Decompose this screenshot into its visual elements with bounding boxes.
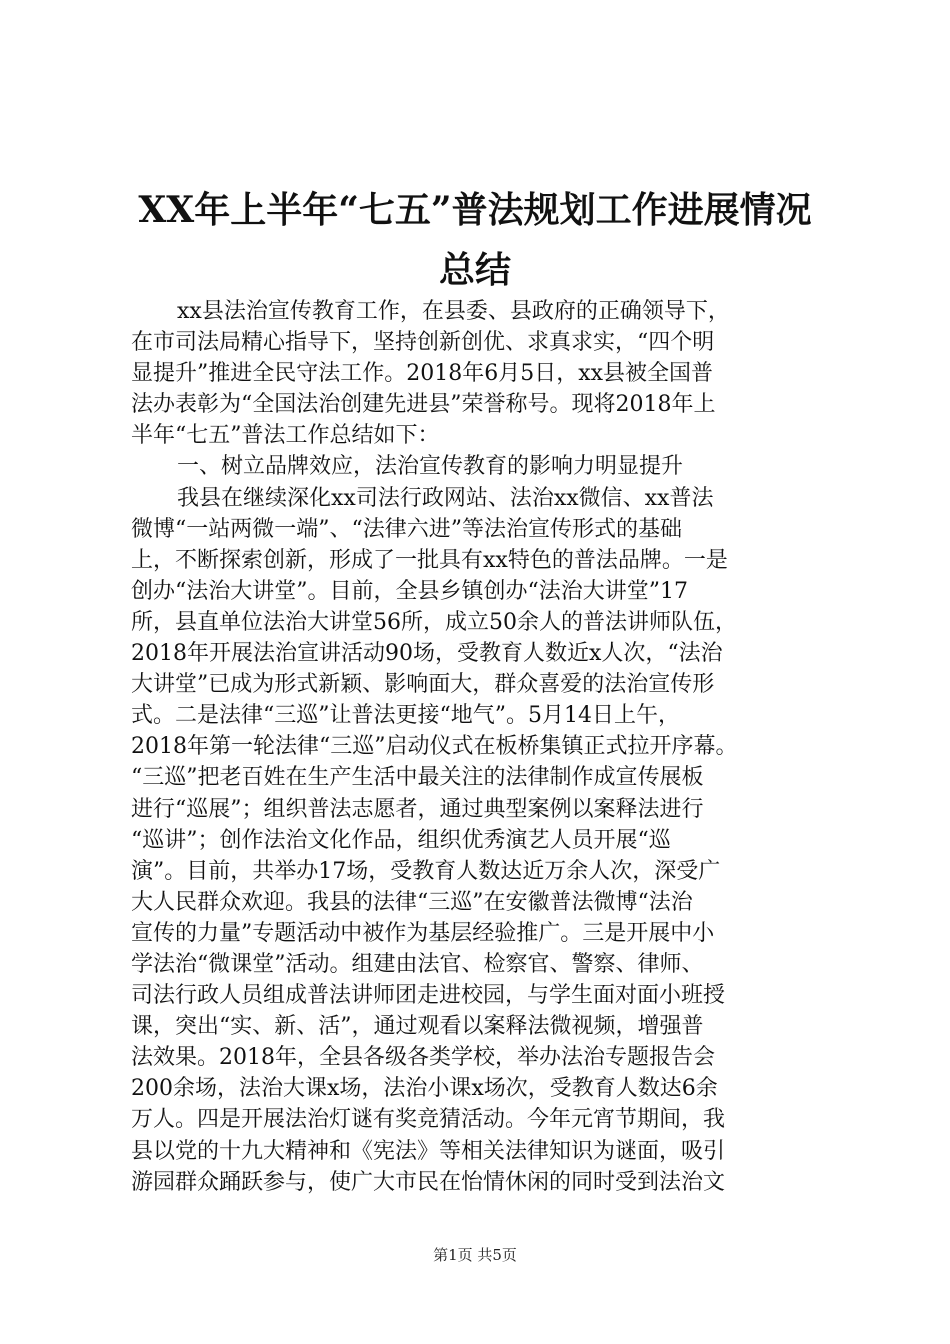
body-line: 式。二是法律“三巡”让普法更接“地气”。5月14日上午， (131, 703, 680, 729)
body-line: 学法治“微课堂”活动。组建由法官、检察官、警察、律师、 (131, 951, 704, 977)
body-line: 法办表彰为“全国法治创建先进县”荣誉称号。现将2018年上 (131, 392, 716, 418)
body-line: 半年“七五”普法工作总结如下： (131, 423, 440, 449)
body-line: 创办“法治大讲堂”。目前，全县乡镇创办“法治大讲堂”17 (131, 578, 688, 604)
body-line: 课，突出“实、新、活”，通过观看以案释法微视频，增强普 (131, 1014, 704, 1040)
body-line: “巡讲”；创作法治文化作品，组织优秀演艺人员开展“巡 (131, 827, 671, 853)
body-line: 万人。四是开展法治灯谜有奖竞猜活动。今年元宵节期间，我 (131, 1107, 726, 1133)
body-line: xx县法治宣传教育工作，在县委、县政府的正确领导下， (177, 299, 730, 324)
body-line: 我县在继续深化xx司法行政网站、法治xx微信、xx普法 (177, 485, 714, 511)
body-line: 所，县直单位法治大讲堂56所，成立50余人的普法讲师队伍， (131, 609, 737, 635)
body-line: 宣传的力量”专题活动中被作为基层经验推广。三是开展中小 (131, 920, 715, 946)
body-line: 显提升”推进全民守法工作。2018年6月5日，xx县被全国普 (131, 361, 714, 387)
body-line: 大讲堂”已成为形式新颖、影响面大，群众喜爱的法治宣传形 (131, 672, 715, 698)
body-line: 200余场，法治大课x场，法治小课x场次，受教育人数达6余 (131, 1076, 718, 1102)
page-footer: 第1页 共5页 (433, 1246, 517, 1264)
body-line: 司法行政人员组成普法讲师团走进校园，与学生面对面小班授 (131, 983, 726, 1009)
body-line: 游园群众踊跃参与，使广大市民在怡情休闲的同时受到法治文 (131, 1169, 726, 1195)
body-line: 2018年开展法治宣讲活动90场，受教育人数近x人次，“法治 (131, 641, 723, 667)
body-line: 法效果。2018年，全县各级各类学校，举办法治专题报告会 (131, 1045, 715, 1071)
body-line: “三巡”把老百姓在生产生活中最关注的法律制作成宣传展板 (131, 765, 704, 791)
body-line: 微博“一站两微一端”、“法律六进”等法治宣传形式的基础 (131, 516, 682, 542)
document-title-line-2: 总结 (438, 249, 511, 291)
body-line: 2018年第一轮法律“三巡”启动仪式在板桥集镇正式拉开序幕。 (131, 734, 738, 760)
section-heading: 一、树立品牌效应，法治宣传教育的影响力明显提升 (177, 454, 684, 480)
body-line: 大人民群众欢迎。我县的法律“三巡”在安徽普法微博“法治 (131, 889, 693, 915)
body-line: 上，不断探索创新，形成了一批具有xx特色的普法品牌。一是 (131, 547, 728, 573)
body-line: 在市司法局精心指导下，坚持创新创优、求真求实，“四个明 (131, 330, 715, 356)
body-line: 演”。目前，共举办17场，受教育人数达近万余人次，深受广 (131, 858, 721, 884)
body-line: 进行“巡展”；组织普法志愿者，通过典型案例以案释法进行 (131, 796, 704, 822)
body-line: 县以党的十九大精神和《宪法》等相关法律知识为谜面，吸引 (131, 1138, 726, 1164)
document-title-line-1: XX年上半年“七五”普法规划工作进展情况 (138, 189, 812, 231)
document-body (131, 296, 821, 1198)
